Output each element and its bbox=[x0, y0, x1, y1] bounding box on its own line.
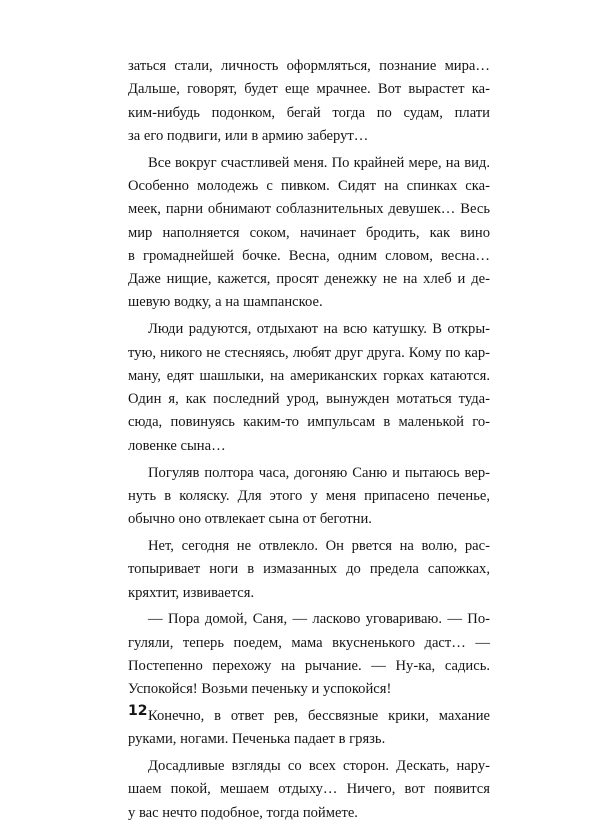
text-line: заться стали, личность оформляться, познание мира… bbox=[128, 58, 490, 74]
paragraph bbox=[128, 755, 490, 825]
paragraph bbox=[128, 462, 490, 532]
text-line: гуляли, теперь поедем, мама вкусненького даст… — bbox=[128, 634, 490, 651]
text-line: руками, ногами. Печенька падает в грязь. bbox=[128, 731, 386, 748]
text-line: Успокойся! Возьми печеньку и успокойся! bbox=[128, 681, 392, 698]
page-number: 12 bbox=[128, 703, 148, 719]
paragraph bbox=[128, 152, 490, 315]
text-line: шевую водку, а на шампанское. bbox=[128, 294, 323, 311]
text-line: обычно оно отвлекает сына от беготни. bbox=[128, 511, 372, 528]
text-line: Особенно молодежь с пивком. Сидят на спинках ска- bbox=[128, 177, 490, 194]
text-line: в громаднейшей бочке. Весна, одним словом, весна… bbox=[128, 247, 490, 264]
text-line: мир наполняется соком, начинает бродить, как вино bbox=[128, 224, 490, 241]
paragraph bbox=[128, 535, 490, 605]
text-line: меек, парни обнимают соблазнительных девушек… Весь bbox=[128, 201, 490, 218]
text-line: Даже нищие, кажется, просят денежку не на хлеб и де- bbox=[128, 271, 490, 288]
text-line: ману, едят шашлыки, на американских горках катаются. bbox=[128, 367, 490, 384]
text-line: ким-нибудь подонком, бегай тогда по судам, плати bbox=[128, 104, 490, 121]
text-line: — Пора домой, Саня, — ласково уговариваю. — По- bbox=[148, 611, 490, 628]
paragraph bbox=[128, 318, 490, 458]
paragraph bbox=[128, 608, 490, 701]
text-line: топыривает ноги в измазанных до предела сапожках, bbox=[128, 561, 490, 578]
text-line: сюда, повинуясь каким-то импульсам в маленькой го- bbox=[128, 414, 490, 431]
text-line: нуть в коляску. Для этого у меня припасено печенье, bbox=[128, 487, 490, 504]
text-line: Нет, сегодня не отвлекло. Он рвется на волю, рас- bbox=[148, 537, 490, 554]
text-line: Погуляв полтора часа, догоняю Саню и пытаюсь вер- bbox=[148, 464, 490, 481]
text-line: ловенке сына… bbox=[128, 437, 226, 454]
paragraph bbox=[128, 705, 490, 752]
text-line: тую, никого не стесняясь, любят друг друга. Кому по кар- bbox=[128, 344, 490, 361]
text-line: у вас нечто подобное, тогда поймете. bbox=[128, 804, 358, 821]
text-line: Конечно, в ответ рев, бессвязные крики, махание bbox=[148, 708, 490, 725]
text-line: Один я, как последний урод, вынужден мотаться туда- bbox=[128, 391, 490, 408]
book-page-text bbox=[128, 55, 490, 825]
text-line: шаем покой, мешаем отдыху… Ничего, вот появится bbox=[128, 781, 490, 798]
text-line: Люди радуются, отдыхают на всю катушку. В откры- bbox=[148, 321, 490, 338]
text-line: Досадливые взгляды со всех сторон. Дескать, нару- bbox=[148, 758, 490, 775]
paragraph bbox=[128, 55, 490, 148]
text-line: Все вокруг счастливей меня. По крайней мере, на вид. bbox=[148, 154, 490, 171]
text-line: кряхтит, извивается. bbox=[128, 584, 255, 601]
text-line: за его подвиги, или в армию заберут… bbox=[128, 127, 369, 144]
text-line: Дальше, говорят, будет еще мрачнее. Вот вырастет ка- bbox=[128, 81, 490, 98]
text-line: Постепенно перехожу на рычание. — Ну-ка, садись. bbox=[128, 657, 490, 674]
